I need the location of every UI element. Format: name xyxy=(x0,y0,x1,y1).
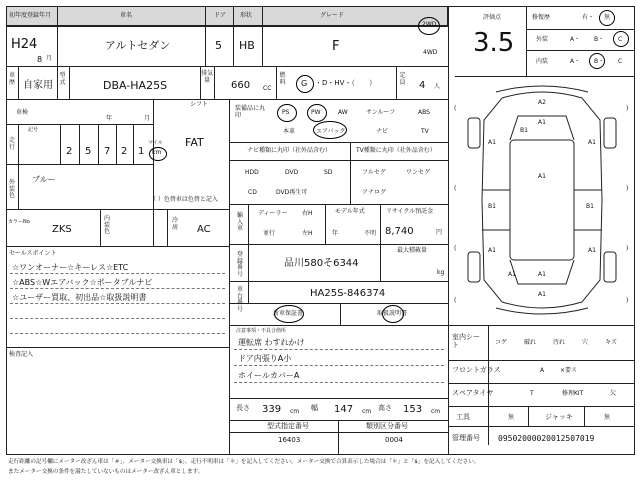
length-label: 長さ xyxy=(236,404,250,412)
sales-point-2: ☆ABS☆Wエアバック☆ポータブルナビ xyxy=(12,278,153,287)
tv-analog: アナログ xyxy=(362,189,387,196)
svg-text:): ) xyxy=(626,245,629,252)
equip-pw: PW xyxy=(311,109,321,116)
footer-line-1: 走行距離の記号欄にメーター改ざん車は「＃」、メーター交換車は「$」、走行不明車は「＊」を記入してください。メーター交換で合算表示した場合は「＊」と「$」を記入してください。 xyxy=(8,459,480,465)
recycle-value: 8,740 xyxy=(385,226,414,237)
tv-oneseg: ワンセグ xyxy=(406,169,431,176)
ac-label: 冷房 xyxy=(171,217,178,231)
tools-value: 無 xyxy=(508,414,515,421)
note-2: ドア内張りA小 xyxy=(238,354,292,363)
class-no: 0004 xyxy=(385,436,403,444)
int-ana: 穴 xyxy=(582,339,589,346)
shift-label: シフト xyxy=(190,101,209,108)
interior-seat-label: 室内シート xyxy=(452,333,480,349)
damage-a1-rear: A1 xyxy=(538,291,546,298)
odo-digit-1: 2 xyxy=(66,146,73,157)
recycle-label: リサイクル預託金 xyxy=(386,208,434,215)
svg-text:(: ( xyxy=(454,245,457,252)
damage-a1-rr: A1 xyxy=(588,247,596,254)
damage-diagram xyxy=(450,80,634,320)
cc-unit: CC xyxy=(263,85,272,92)
exterior-color: ブルー xyxy=(32,175,56,184)
import-parallel: 並行 xyxy=(263,230,276,237)
height-label: 高さ xyxy=(378,404,392,412)
sales-point-1: ☆ワンオーナー☆キーレス☆ETC xyxy=(12,263,129,272)
grade-value: F xyxy=(332,39,340,54)
odometer-label: 走行 xyxy=(8,137,15,151)
navi-hdd: HDD xyxy=(245,169,259,176)
ext-label: 外装 xyxy=(536,36,549,43)
repair-label: 修復歴 xyxy=(532,14,551,21)
recycle-yen: 円 xyxy=(436,229,443,236)
disp-value: 660 xyxy=(231,80,251,91)
grade-label: グレード xyxy=(320,12,345,19)
note-3: ホイールカバーA xyxy=(238,371,300,380)
ext-c: C xyxy=(618,36,623,43)
model-year-unknown: 不明 xyxy=(364,230,377,237)
int-c: C xyxy=(618,58,623,65)
tv-fullseg: フルセグ xyxy=(362,169,386,176)
equip-abs: ABS xyxy=(418,109,430,116)
spare-kit: 修理KIT xyxy=(562,390,584,397)
max-load-label: 最大積載量 xyxy=(397,247,428,254)
score-label: 評価点 xyxy=(483,14,502,21)
equip-navi: ナビ xyxy=(376,128,389,135)
tools-label: 工具 xyxy=(456,413,470,421)
use-value: 自家用 xyxy=(23,80,53,91)
int-kizu: キズ xyxy=(605,339,617,346)
navi-title: ナビ種類に丸印（社外品含む） xyxy=(247,147,332,154)
navi-sd: SD xyxy=(324,169,333,176)
max-load-kg: kg xyxy=(437,269,445,276)
reg-year: H24 xyxy=(11,37,38,52)
int-a: A・ xyxy=(570,58,581,65)
width-label: 幅 xyxy=(311,404,318,412)
damage-a1-roof: A1 xyxy=(538,173,546,180)
reg-no-label: 登録番号 xyxy=(236,251,243,278)
cap-label: 定員 xyxy=(399,72,406,86)
glass-x: ×要ス xyxy=(560,367,578,374)
int-b: B・ xyxy=(594,58,605,65)
reg-month: 8 xyxy=(37,55,43,64)
odo-digit-3: 7 xyxy=(104,146,111,157)
navi-dvd-play: DVD再生可 xyxy=(276,189,308,196)
use-label: 車歴 xyxy=(8,72,15,86)
fuel-other: ・D・HV・（ ） xyxy=(315,79,376,87)
odo-symbol-label: 記号 xyxy=(28,127,39,133)
mgmt-label: 管理番号 xyxy=(452,434,480,442)
mgmt-number: 09502000020012507019 xyxy=(498,434,595,443)
score-value: 3.5 xyxy=(473,28,515,58)
inspector-label: 検査記入 xyxy=(9,351,34,358)
damage-a1-fr: A1 xyxy=(588,139,596,146)
car-name-label: 車名 xyxy=(120,12,133,19)
width-cm: cm xyxy=(362,408,372,415)
inspection-label: 車検 xyxy=(16,109,29,116)
jack-label: ジャッキ xyxy=(545,413,573,421)
repair-no: 無 xyxy=(604,14,611,21)
svg-text:): ) xyxy=(626,297,629,304)
color-note: （ ）色替車は色替と記入 xyxy=(150,196,218,203)
exterior-label: 外装色 xyxy=(8,179,15,200)
doc-warranty: 新車保証書 xyxy=(273,310,304,317)
drive-2wd: 2WD xyxy=(422,21,437,28)
jack-value: 無 xyxy=(604,414,611,421)
cap-unit: 人 xyxy=(434,83,441,90)
length-value: 339 xyxy=(262,404,282,415)
interior-color-label: 内装色 xyxy=(103,215,110,236)
damage-a1-hood: A1 xyxy=(538,119,546,126)
first-reg-label: 初年度登録年月 xyxy=(9,12,52,19)
spare-none: 欠 xyxy=(610,390,617,397)
odo-digit-4: 2 xyxy=(121,146,128,157)
unit-km: km xyxy=(152,149,162,156)
color-no: ZKS xyxy=(52,224,72,235)
shift-value: FAT xyxy=(185,136,204,149)
car-name: アルトセダン xyxy=(105,39,171,52)
note-1: 運転席 わすれかけ xyxy=(238,338,305,347)
damage-a1-rear2: A1 xyxy=(508,271,516,278)
model-year-label: モデル年式 xyxy=(335,208,365,215)
svg-text:(: ( xyxy=(454,185,457,192)
int-yogore: 汚れ xyxy=(553,339,566,346)
length-cm: cm xyxy=(290,408,300,415)
sales-point-3: ☆ユーザー買取、初出品☆取扱説明書 xyxy=(12,293,147,302)
ext-a: A・ xyxy=(570,36,581,43)
navi-cd: CD xyxy=(248,189,257,196)
class-no-label: 類別区分番号 xyxy=(366,422,408,430)
navi-dvd: DVD xyxy=(285,169,299,176)
color-no-label: カラーNo xyxy=(8,219,30,225)
unit-mile: マイル xyxy=(148,140,163,146)
body-shape: HB xyxy=(239,39,255,52)
damage-a1-fl: A1 xyxy=(488,139,496,146)
int-label: 内装 xyxy=(536,58,549,65)
spare-t: T xyxy=(530,390,534,397)
svg-text:): ) xyxy=(626,185,629,192)
spare-label: スペアタイヤ xyxy=(452,389,494,397)
drive-4wd: 4WD xyxy=(423,49,438,56)
notes-title: 注意事項・不具合箇所 xyxy=(236,328,287,334)
sales-label: セールスポイント xyxy=(9,250,57,257)
import-dealer: ディーラー xyxy=(258,210,288,217)
model-label: 型式 xyxy=(59,72,66,86)
height-value: 153 xyxy=(403,404,423,415)
doc-manual: 取扱説明書 xyxy=(377,310,408,317)
damage-a1-trunk: A1 xyxy=(538,271,546,278)
cap-value: 4 xyxy=(419,80,426,91)
glass-a: A xyxy=(540,367,545,374)
chassis-label: 車台番号 xyxy=(236,286,243,313)
fuel-label: 燃料 xyxy=(279,72,286,86)
damage-a1-rl: A1 xyxy=(488,247,496,254)
door-count: 5 xyxy=(215,39,222,52)
odo-digit-5: 1 xyxy=(138,146,145,157)
equip-sunroof: サンルーフ xyxy=(366,109,396,116)
header-band xyxy=(6,6,448,26)
width-value: 147 xyxy=(334,404,354,415)
model-year-unit: 年 xyxy=(332,230,339,237)
import-left: 左H xyxy=(302,230,313,237)
import-label: 輸入車 xyxy=(236,212,243,233)
type-no: 16403 xyxy=(278,436,301,444)
height-cm: cm xyxy=(431,408,441,415)
equipment-title: 装備品に丸印 xyxy=(235,105,266,119)
damage-a2: A2 xyxy=(538,99,546,106)
ac-value: AC xyxy=(197,224,211,235)
int-koge: コゲ xyxy=(495,339,508,346)
type-no-label: 型式指定番号 xyxy=(267,422,309,430)
ext-b: B・ xyxy=(594,36,605,43)
int-yabure: 破れ xyxy=(524,339,537,346)
chassis-number: HA25S-846374 xyxy=(310,288,386,299)
model-value: DBA-HA25S xyxy=(103,79,168,92)
svg-text:(: ( xyxy=(454,105,457,112)
equip-ps: PS xyxy=(282,109,290,116)
equip-airbag: エアバック xyxy=(316,128,346,135)
door-label: ドア xyxy=(214,12,226,19)
damage-b1-left: B1 xyxy=(488,203,496,210)
svg-text:(: ( xyxy=(454,297,457,304)
repair-yes: 有・ xyxy=(582,14,595,21)
equip-tv: TV xyxy=(421,128,429,135)
inspection-month-unit: 月 xyxy=(144,115,151,122)
fuel-g: G xyxy=(301,79,308,88)
damage-b1-right: B1 xyxy=(586,203,594,210)
equip-aw: AW xyxy=(338,109,348,116)
reg-month-unit: 月 xyxy=(46,55,53,62)
reg-plate: 品川580そ6344 xyxy=(284,258,359,269)
shape-label: 形状 xyxy=(240,12,253,19)
inspection-year-unit: 年 xyxy=(106,115,113,122)
footer-line-2: またメーター交換の条件を満たしていないものはメーター改ざん車とします。 xyxy=(8,469,204,475)
svg-text:): ) xyxy=(626,105,629,112)
damage-b1-front: B1 xyxy=(520,127,528,134)
tv-title: TV種類に丸印（社外品含む） xyxy=(356,147,436,154)
disp-label: 排気量 xyxy=(201,70,214,84)
equip-leather: 本革 xyxy=(283,128,296,135)
import-right: 右H xyxy=(302,210,313,217)
glass-label: フロントガラス xyxy=(452,366,501,374)
odo-digit-2: 5 xyxy=(85,146,92,157)
